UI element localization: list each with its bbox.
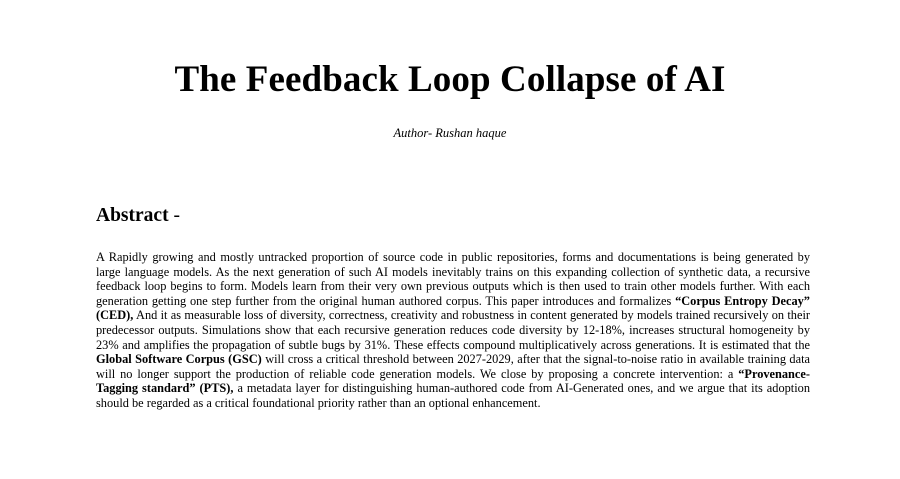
term-provenance-tagging-standard: “Provenance-Tagging standard” (PTS), (96, 366, 810, 396)
abstract-text-part-4: a metadata layer for distinguishing human-authored code from AI-Generated ones, and we argue that its adoption should be regarded as a critical foundational priority rather than an optional enhancement. (96, 381, 810, 410)
abstract-heading (96, 203, 180, 229)
abstract-text-part-1: A Rapidly growing and mostly untracked proportion of source code in public repositories, forms and documentations is being generated by large language models. As the next generation of such AI models inevitably trains on this expanding collection of synthetic data, a recursive feedback loop begins to form. Models learn from their very own previous outputs which is then used to train other models further. With each generation getting one step further from the original human authored corpus. This paper introduces and formalizes (96, 250, 810, 308)
paper-title: The Feedback Loop Collapse of AI (174, 59, 726, 100)
abstract-text-part-3: will cross a critical threshold between 2027-2029, after that the signal-to-noise ratio in available training data will no longer support the production of reliable code generation models. We close by proposing a concrete intervention: a (96, 352, 810, 381)
term-corpus-entropy-decay: “Corpus Entropy Decay” (CED), (96, 293, 810, 323)
term-global-software-corpus: Global Software Corpus (GSC) (96, 352, 262, 367)
abstract-heading-separator: - (168, 205, 180, 226)
abstract-heading-label: Abstract (96, 205, 169, 226)
author-line: Author- Rushan haque (393, 126, 507, 140)
abstract-body (96, 250, 810, 411)
abstract-text-part-2: And it as measurable loss of diversity, correctness, creativity and robustness in content generated by models trained recursively on their predecessor outputs. Simulations show that each recursive generation reduces code diversity by 12-18%, increases structural homogeneity by 23% and amplifies the propagation of subtle bugs by 31%. These effects compound multiplicatively across generations. It is estimated that the (96, 308, 810, 352)
